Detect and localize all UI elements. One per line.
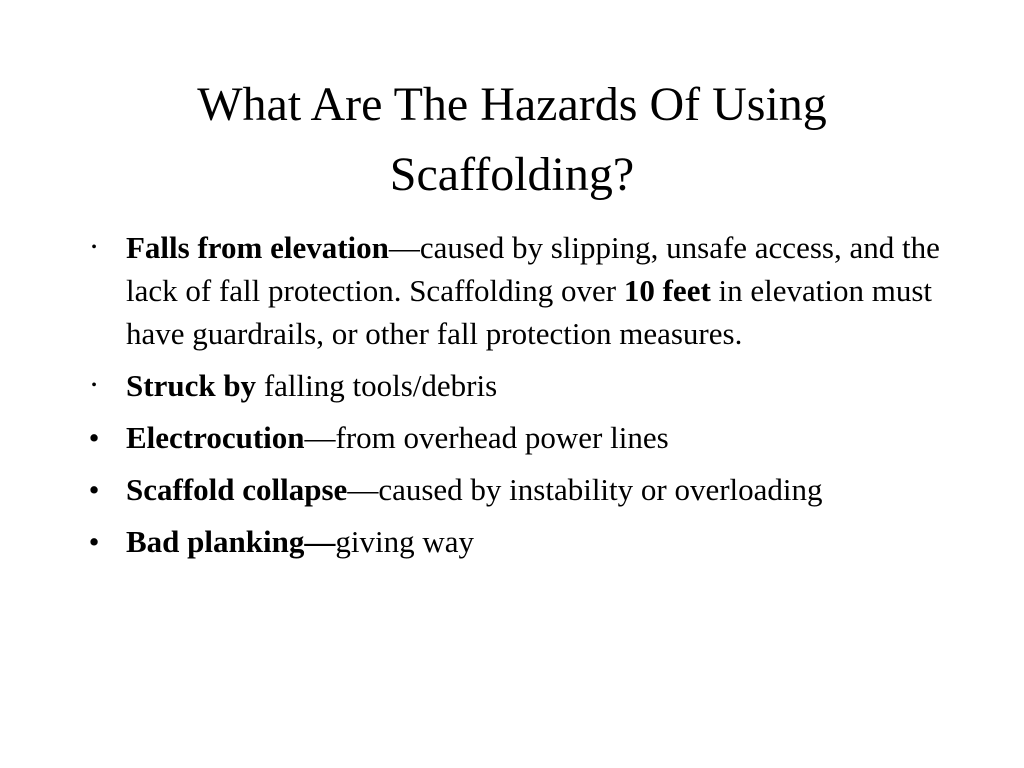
bullet-icon: •	[91, 239, 97, 256]
bullet-list	[78, 226, 958, 563]
slide-title: What Are The Hazards Of Using Scaffolding?	[197, 78, 827, 201]
bullet-icon: •	[88, 420, 100, 455]
bullet-bold-text: Struck by	[126, 368, 257, 403]
bullet-bold-text: Electrocution	[126, 420, 305, 455]
bullet-text: —caused by instability or overloading	[347, 472, 823, 507]
bullet-item	[78, 468, 958, 511]
bullet-text: giving way	[335, 524, 474, 559]
bullet-bold-text: 10 feet	[623, 273, 711, 308]
bullet-item	[78, 364, 958, 407]
bullet-item	[78, 226, 958, 355]
bullet-icon: •	[91, 377, 97, 394]
bullet-bold-text: Scaffold collapse	[126, 472, 348, 507]
bullet-text: —from overhead power lines	[304, 420, 669, 455]
bullet-item	[78, 416, 958, 459]
bullet-item	[78, 520, 958, 563]
bullet-bold-text: Falls from elevation	[126, 230, 389, 265]
bullet-bold-text: Bad planking—	[126, 524, 336, 559]
bullet-text: —caused by slipping, unsafe access, and the lack of fall protection. Scaffolding over	[126, 230, 940, 308]
bullet-text: falling tools/debris	[256, 368, 498, 403]
bullet-text: in elevation must have guardrails, or other fall protection measures.	[126, 273, 933, 351]
bullet-icon: •	[88, 472, 100, 507]
bullet-icon: •	[88, 524, 100, 559]
